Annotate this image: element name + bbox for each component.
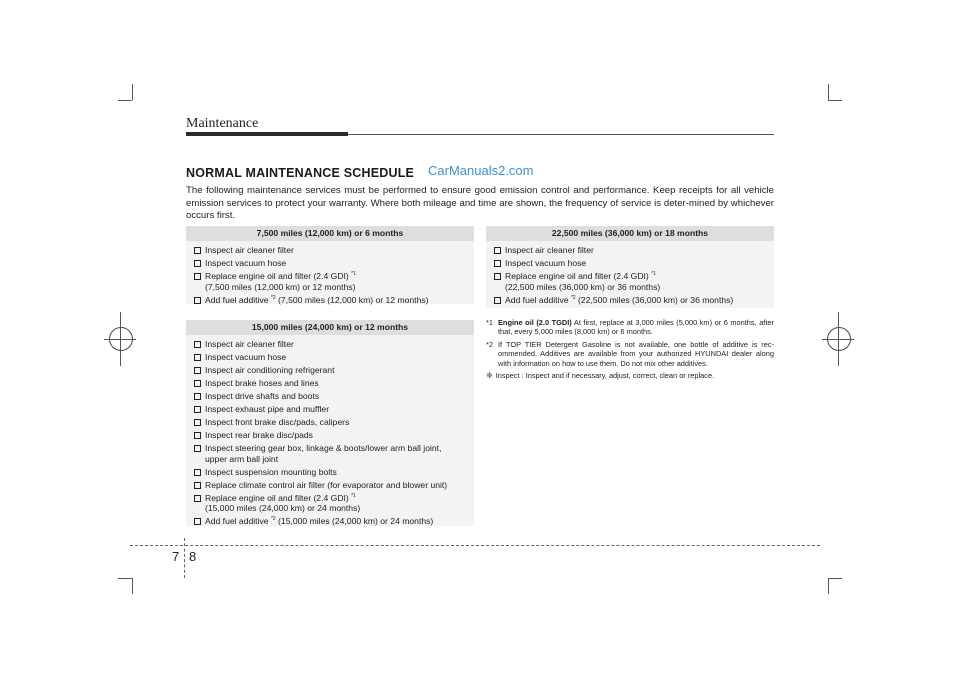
checkbox-icon	[494, 260, 501, 267]
crop-mark	[828, 100, 842, 101]
crop-mark	[132, 578, 133, 594]
crop-mark	[828, 578, 829, 594]
crop-mark	[132, 84, 133, 100]
crop-mark	[828, 84, 829, 100]
checklist-item: Inspect vacuum hose	[193, 258, 468, 269]
checkbox-icon	[194, 469, 201, 476]
inspect-definition: ❈ Inspect : Inspect and if necessary, adjust, correct, clean or replace.	[486, 371, 715, 381]
checklist-item: Add fuel additive $^{*2}$ (7,500 miles (12,000 km) or 12 months)	[193, 295, 468, 306]
checklist-item: Inspect air cleaner filter	[193, 339, 468, 350]
crop-mark	[828, 578, 842, 579]
checkbox-icon	[194, 482, 201, 489]
checkbox-icon	[194, 432, 201, 439]
checkbox-icon	[194, 247, 201, 254]
checklist-item: Inspect vacuum hose	[193, 352, 468, 363]
schedule-box-heading: 15,000 miles (24,000 km) or 12 months	[186, 320, 474, 335]
footnote-2: *2 If TOP TIER Detergent Gasoline is not available, one bottle of additive is rec-ommended. Additives are available from your authorized HYUNDAI dealer along with information on how to use them. Do not mix other additives.	[486, 339, 774, 368]
checkbox-icon	[194, 419, 201, 426]
checklist-item: Inspect air cleaner filter	[493, 245, 768, 256]
checklist-item: Inspect exhaust pipe and muffler	[193, 404, 468, 415]
checkbox-icon	[194, 354, 201, 361]
checklist-item: Inspect air cleaner filter	[193, 245, 468, 256]
schedule-box-22500	[486, 226, 774, 308]
checklist-item: Inspect suspension mounting bolts	[193, 467, 468, 478]
footnote-1: *1 Engine oil (2.0 TGDI) At first, replace at 3,000 miles (5,000 km) or 6 months, after that, every 5,000 miles (8,000 km) or 6 months.	[486, 318, 774, 337]
checklist-item: Inspect vacuum hose	[493, 258, 768, 269]
checkbox-icon	[194, 445, 201, 452]
footnote-marker: *2	[270, 294, 276, 301]
page-number: 8	[189, 549, 197, 564]
registration-mark-right-v	[838, 312, 839, 366]
checklist-item: Inspect rear brake disc/pads	[193, 430, 468, 441]
registration-mark-left-v	[120, 312, 121, 366]
header-rule-thin	[348, 134, 774, 135]
checklist-item: Replace engine oil and filter (2.4 GDI) $^{*1}$ (22,500 miles (36,000 km) or 36 months)	[493, 271, 768, 293]
footnote-marker: *1	[651, 271, 656, 278]
checklist-item: Inspect drive shafts and boots	[193, 391, 468, 402]
footnote-marker: *1	[486, 318, 493, 327]
checklist-item: Add fuel additive $^{*2}$ (15,000 miles (24,000 km) or 24 months)	[193, 516, 468, 527]
chapter-number: 7	[172, 549, 180, 564]
schedule-box-7500	[186, 226, 474, 304]
checklist-item: Inspect steering gear box, linkage & boots/lower arm ball joint, upper arm ball joint	[193, 443, 468, 465]
checkbox-icon	[194, 341, 201, 348]
checkbox-icon	[194, 393, 201, 400]
checklist-item: Add fuel additive $^{*2}$ (22,500 miles (36,000 km) or 36 months)	[493, 295, 768, 306]
footnote-marker: *2	[486, 339, 493, 349]
checklist-item: Inspect air conditioning refrigerant	[193, 365, 468, 376]
footnote-marker: *2	[570, 294, 576, 301]
checkbox-icon	[194, 495, 201, 502]
checkbox-icon	[194, 260, 201, 267]
schedule-title: NORMAL MAINTENANCE SCHEDULE	[186, 166, 415, 180]
checklist-item: Inspect brake hoses and lines	[193, 378, 468, 389]
checkbox-icon	[194, 367, 201, 374]
checklist-item: Replace climate control air filter (for evaporator and blower unit)	[193, 480, 468, 491]
header-rule-thick	[186, 132, 348, 136]
checkbox-icon	[194, 380, 201, 387]
checkbox-icon	[194, 297, 201, 304]
checklist-item: Replace engine oil and filter (2.4 GDI) $^{*1}$ (7,500 miles (12,000 km) or 12 months)	[193, 271, 468, 293]
footnote-marker: *2	[270, 516, 276, 523]
inspect-symbol-icon: ❈	[486, 371, 493, 381]
checklist-item: Replace engine oil and filter (2.4 GDI) $^{*1}$ (15,000 miles (24,000 km) or 24 months)	[193, 493, 468, 515]
checkbox-icon	[194, 518, 201, 525]
page-number-divider	[184, 538, 185, 578]
crop-mark	[118, 100, 132, 101]
checkbox-icon	[194, 273, 201, 280]
footnote-label: Engine oil (2.0 TGDI)	[498, 318, 572, 327]
footer-rule	[130, 545, 820, 546]
watermark-link[interactable]: CarManuals2.com	[428, 163, 534, 178]
checkbox-icon	[194, 406, 201, 413]
schedule-box-15000	[186, 320, 474, 526]
checkbox-icon	[494, 297, 501, 304]
schedule-box-heading: 7,500 miles (12,000 km) or 6 months	[186, 226, 474, 241]
checkbox-icon	[494, 247, 501, 254]
crop-mark	[118, 578, 132, 579]
footnote-marker: *1	[351, 492, 356, 499]
footnotes	[486, 318, 774, 383]
checklist-item: Inspect front brake disc/pads, calipers	[193, 417, 468, 428]
section-title: Maintenance	[186, 116, 259, 131]
intro-paragraph: The following maintenance services must be performed to ensure good emission control and performance. Keep receipts for all vehicle emission services to protect your warranty. Where both mileage and time are shown, the frequency of service is deter-mined by whichever occurs first.	[186, 185, 774, 221]
footnote-marker: *1	[351, 271, 356, 278]
checkbox-icon	[494, 273, 501, 280]
schedule-box-heading: 22,500 miles (36,000 km) or 18 months	[486, 226, 774, 241]
